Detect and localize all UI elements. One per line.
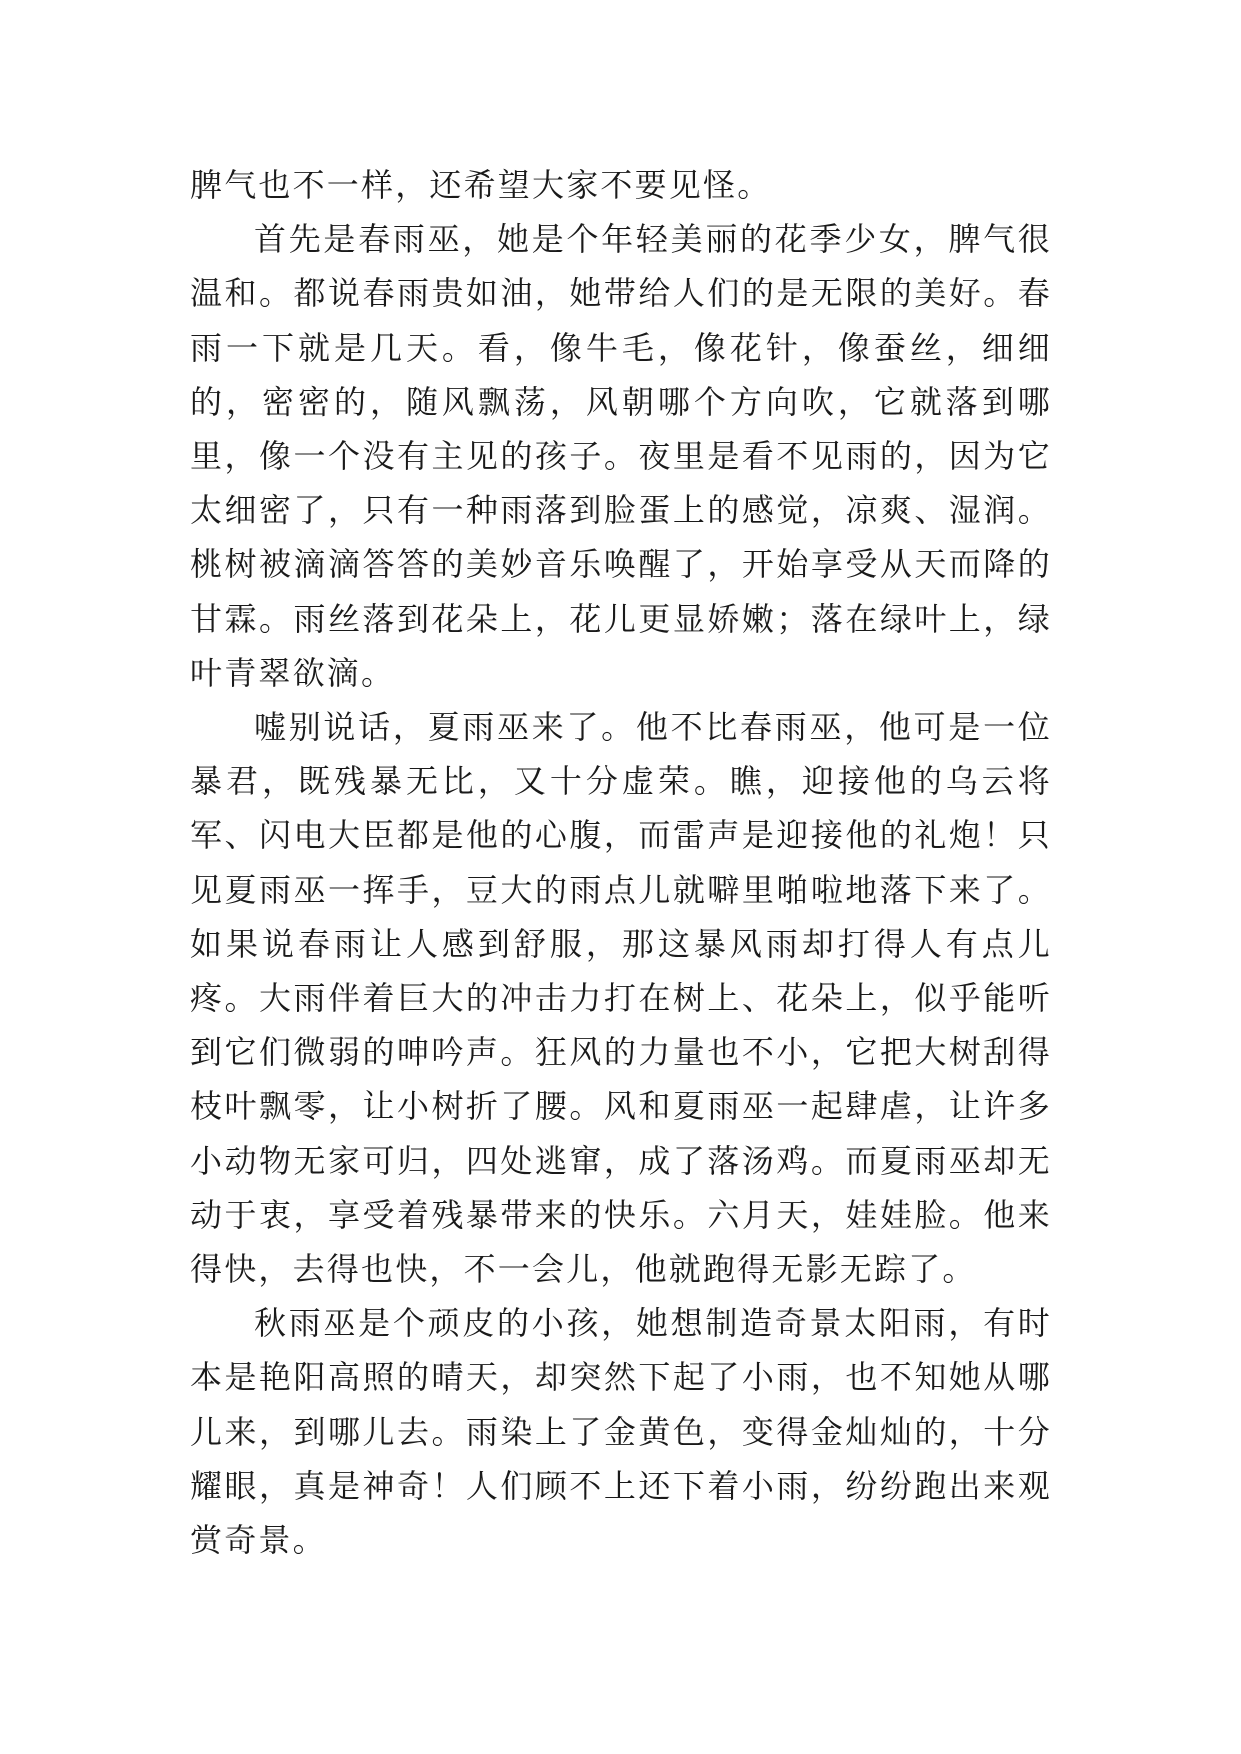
- paragraph-summer-rain: 嘘别说话，夏雨巫来了。他不比春雨巫，他可是一位暴君，既残暴无比，又十分虚荣。瞧，迎接他的乌云将军、闪电大臣都是他的心腹，而雷声是迎接他的礼炮！只见夏雨巫一挥手，豆大的雨点儿就噼里啪啦地落下来了。如果说春雨让人感到舒服，那这暴风雨却打得人有点儿疼。大雨伴着巨大的冲击力打在树上、花朵上，似乎能听到它们微弱的呻吟声。狂风的力量也不小，它把大树刮得枝叶飘零，让小树折了腰。风和夏雨巫一起肆虐，让许多小动物无家可归，四处逃窜，成了落汤鸡。而夏雨巫却无动于衷，享受着残暴带来的快乐。六月天，娃娃脸。他来得快，去得也快，不一会儿，他就跑得无影无踪了。: [190, 708, 1052, 1289]
- paragraph-autumn-rain: 秋雨巫是个顽皮的小孩，她想制造奇景太阳雨，有时本是艳阳高照的晴天，却突然下起了小雨，也不知她从哪儿来，到哪儿去。雨染上了金黄色，变得金灿灿的，十分耀眼，真是神奇！人们顾不上还下着小雨，纷纷跑出来观赏奇景。: [190, 1304, 1052, 1560]
- document-body: [190, 158, 1052, 1567]
- paragraph-continued: 脾气也不一样，还希望大家不要见怪。: [190, 166, 772, 204]
- paragraph-spring-rain: 首先是春雨巫，她是个年轻美丽的花季少女，脾气很温和。都说春雨贵如油，她带给人们的是无限的美好。春雨一下就是几天。看，像牛毛，像花针，像蚕丝，细细的，密密的，随风飘荡，风朝哪个方向吹，它就落到哪里，像一个没有主见的孩子。夜里是看不见雨的，因为它太细密了，只有一种雨落到脸蛋上的感觉，凉爽、湿润。桃树被滴滴答答的美妙音乐唤醒了，开始享受从天而降的甘霖。雨丝落到花朵上，花儿更显娇嫩；落在绿叶上，绿叶青翠欲滴。: [190, 220, 1052, 692]
